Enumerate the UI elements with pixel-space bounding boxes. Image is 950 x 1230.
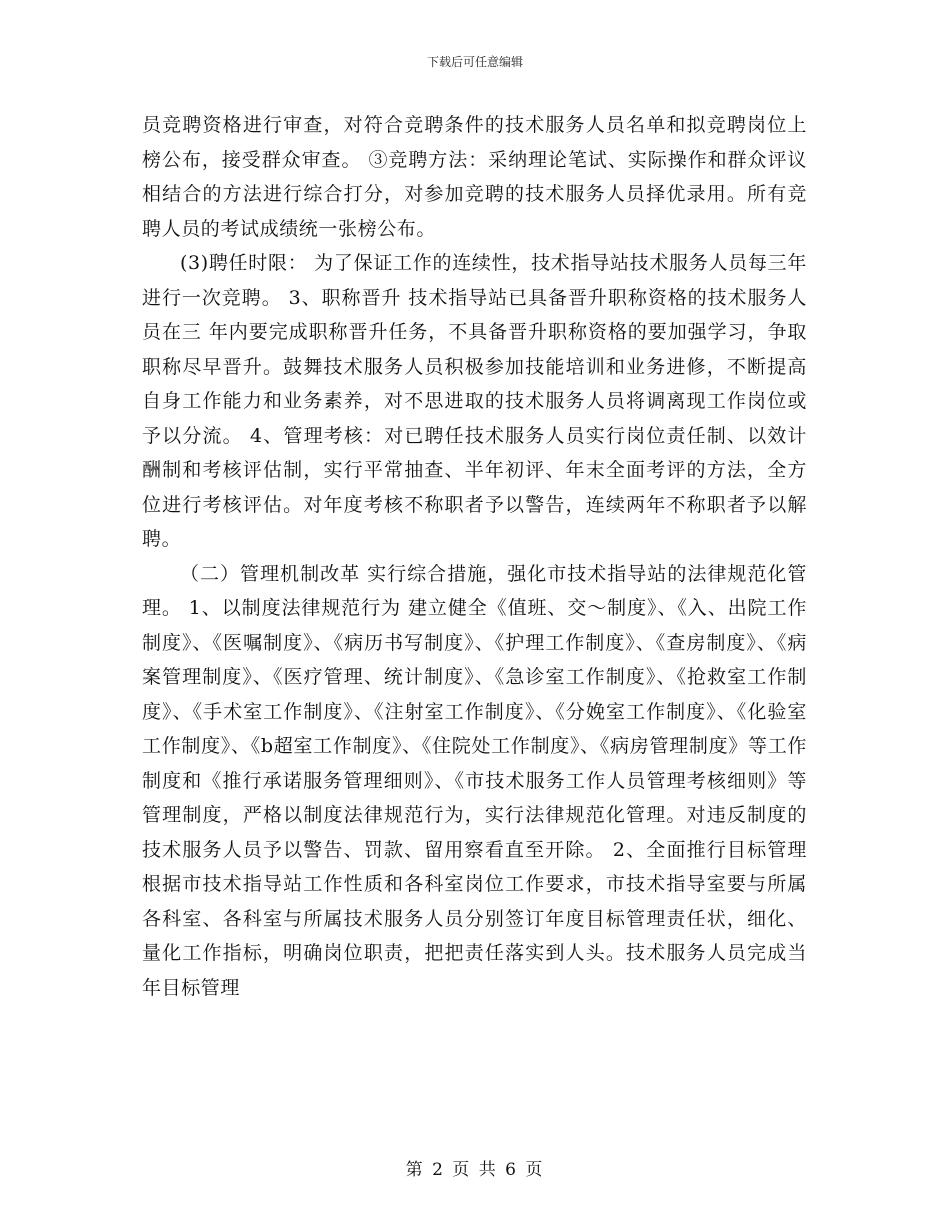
- paragraph-2: (3)聘任时限： 为了保证工作的连续性，技术指导站技术服务人员每三年进行一次竞聘。 3、职称晋升 技术指导站已具备晋升职称资格的技术服务人员在三 年内要完成职称晋升任务，不具备晋升职称资格的要加强学习，争取职称尽早晋升。鼓舞技术服务人员积极参加技能培训和业务进修，不断提高自身工作能力和业务素养，对不思进取的技术服务人员将调离现工作岗位或予以分流。 4、管理考核：对已聘任技术服务人员实行岗位责任制、以效计酬制和考核评估制，实行平常抽查、半年初评、年末全面考评的方法，全方位进行考核评估。对年度考核不称职者予以警告，连续两年不称职者予以解聘。: [142, 252, 807, 550]
- header-note: 下载后可任意编辑: [426, 55, 523, 69]
- document-body: [142, 108, 807, 1005]
- paragraph-1: 员竞聘资格进行审查，对符合竞聘条件的技术服务人员名单和拟竞聘岗位上榜公布，接受群众审查。 ③竞聘方法：采纳理论笔试、实际操作和群众评议相结合的方法进行综合打分，对参加竞聘的技术服务人员择优录用。所有竞聘人员的考试成绩统一张榜公布。: [142, 114, 807, 240]
- page-number-footer: 第 2 页 共 6 页: [405, 1160, 545, 1180]
- paragraph-3: （二）管理机制改革 实行综合措施，强化市技术指导站的法律规范化管理。 1、以制度法律规范行为 建立健全《值班、交～制度》、《入、出院工作制度》、《医嘱制度》、《病历书写制度》、《护理工作制度》、《查房制度》、《病案管理制度》、《医疗管理、统计制度》、《急诊室工作制度》、《抢救室工作制度》、《手术室工作制度》、《注射室工作制度》、《分娩室工作制度》、《化验室工作制度》、《b超室工作制度》、《住院处工作制度》、《病房管理制度》等工作制度和《推行承诺服务管理细则》、《市技术服务工作人员管理考核细则》等管理制度，严格以制度法律规范行为，实行法律规范化管理。对违反制度的技术服务人员予以警告、罚款、留用察看直至开除。 2、全面推行目标管理 根据市技术指导站工作性质和各科室岗位工作要求，市技术指导室要与所属各科室、各科室与所属技术服务人员分别签订年度目标管理责任状，细化、量化工作指标，明确岗位职责，把把责任落实到人头。技术服务人员完成当年目标管理: [142, 562, 807, 999]
